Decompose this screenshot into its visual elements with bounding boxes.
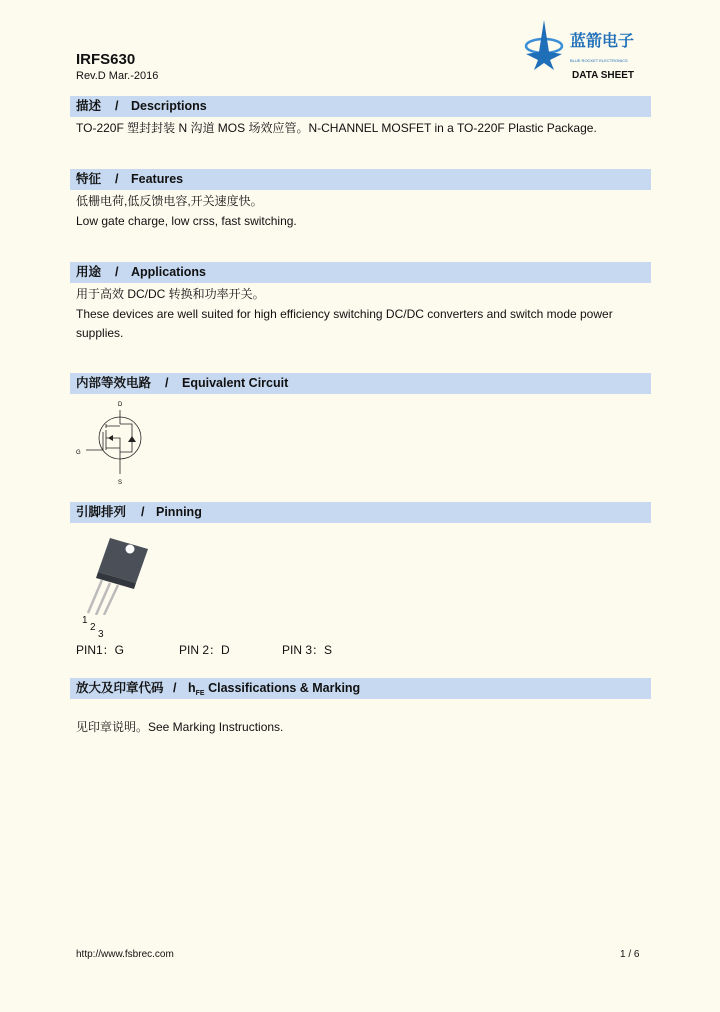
section-title-cn: 用途 bbox=[76, 265, 102, 279]
applications-cn: 用于高效 DC/DC 转换和功率开关。 bbox=[76, 287, 265, 301]
to220f-package-icon bbox=[80, 535, 155, 615]
source-label: S bbox=[118, 480, 123, 486]
section-bar-classifications bbox=[70, 678, 651, 699]
page-number: 1 / 6 bbox=[620, 949, 640, 960]
pin-number: 1 bbox=[82, 615, 88, 626]
section-title-cn: 特征 bbox=[76, 172, 102, 186]
pin-2-label: PIN 2：D bbox=[179, 643, 230, 657]
separator: / bbox=[115, 172, 119, 186]
pin-1-label: PIN1：G bbox=[76, 643, 125, 657]
separator: / bbox=[115, 99, 119, 113]
features-cn: 低栅电荷,低反馈电容,开关速度快。 bbox=[76, 194, 263, 208]
pin-number: 2 bbox=[90, 622, 96, 633]
section-bar-features bbox=[70, 169, 651, 190]
pin-number: 3 bbox=[98, 629, 104, 640]
separator: / bbox=[141, 505, 145, 519]
section-title-en: Pinning bbox=[156, 505, 202, 519]
part-number: IRFS630 bbox=[76, 51, 136, 68]
pin-3-label: PIN 3：S bbox=[282, 643, 333, 657]
section-title-cn: 内部等效电路 bbox=[76, 376, 152, 390]
section-title-en-text: Classifications & Marking bbox=[204, 681, 361, 695]
revision: Rev.D Mar.-2016 bbox=[76, 70, 159, 82]
section-title-cn: 引脚排列 bbox=[76, 505, 127, 519]
features-en: Low gate charge, low crss, fast switching. bbox=[76, 214, 297, 228]
footer-url[interactable]: http://www.fsbrec.com bbox=[76, 949, 174, 960]
section-title-en: Applications bbox=[131, 265, 207, 279]
hfe-symbol: h bbox=[188, 681, 196, 695]
section-title-cn: 放大及印章代码 bbox=[76, 681, 164, 695]
description-text: TO-220F 塑封封装 N 沟道 MOS 场效应管。N-CHANNEL MOSFET in a TO-220F Plastic Package. bbox=[76, 121, 597, 135]
section-title-cn: 描述 bbox=[76, 99, 102, 113]
section-bar-equivalent-circuit bbox=[70, 373, 651, 394]
section-bar-applications bbox=[70, 262, 651, 283]
gate-label: G bbox=[76, 450, 81, 456]
section-title-en: Equivalent Circuit bbox=[182, 376, 289, 390]
separator: / bbox=[165, 376, 169, 390]
section-bar-descriptions bbox=[70, 96, 651, 117]
marking-text: 见印章说明。See Marking Instructions. bbox=[76, 720, 284, 734]
separator: / bbox=[115, 265, 119, 279]
doc-type: DATA SHEET bbox=[572, 70, 635, 81]
logo-text-cn: 蓝箭电子 bbox=[570, 31, 635, 50]
separator: / bbox=[173, 681, 177, 695]
applications-en-2: supplies. bbox=[76, 326, 124, 340]
company-logo-icon bbox=[522, 18, 652, 70]
drain-label: D bbox=[118, 402, 123, 408]
applications-en-1: These devices are well suited for high efficiency switching DC/DC converters and switch mode power bbox=[76, 307, 613, 321]
logo-text-en: BLUE ROCKET ELECTRONICS bbox=[570, 58, 628, 63]
section-title-en: Features bbox=[131, 172, 184, 186]
section-title-en bbox=[188, 678, 360, 699]
hfe-subscript: FE bbox=[195, 690, 205, 697]
mosfet-circuit-icon bbox=[74, 398, 154, 488]
section-title-en: Descriptions bbox=[131, 99, 207, 113]
section-bar-pinning bbox=[70, 502, 651, 523]
